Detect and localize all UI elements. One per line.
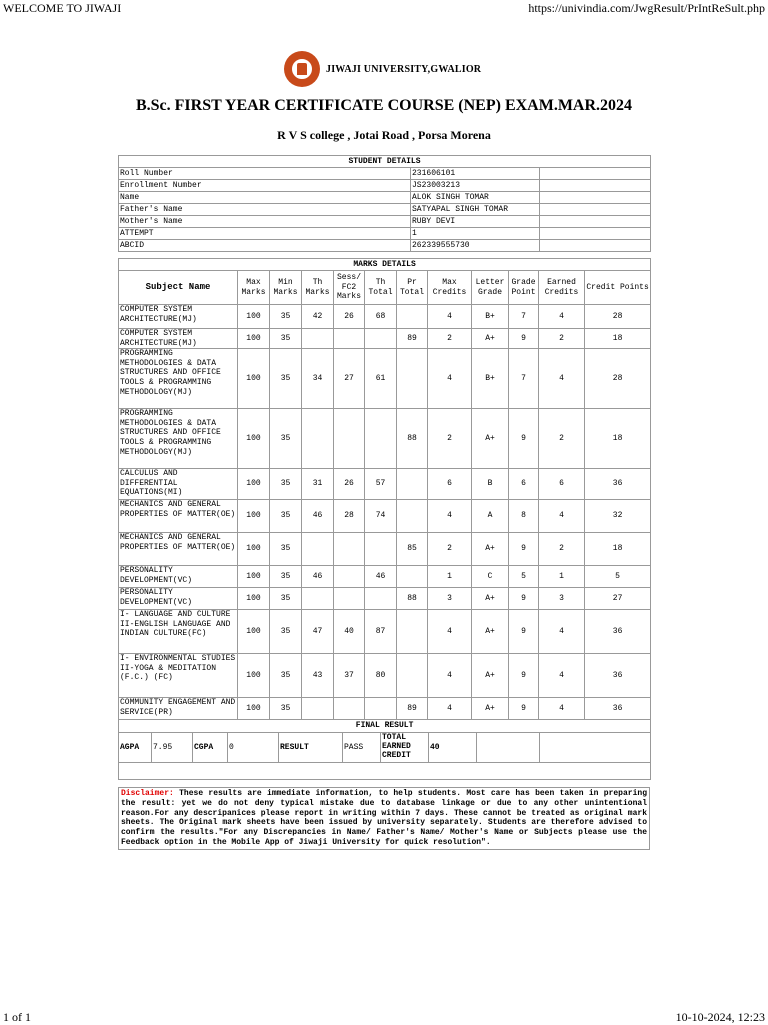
marks-cell: A+ bbox=[472, 329, 509, 349]
marks-cell: 2 bbox=[539, 409, 585, 469]
marks-column-header: Sess/ FC2 Marks bbox=[334, 271, 365, 305]
marks-cell: 31 bbox=[302, 469, 334, 500]
marks-row bbox=[119, 329, 651, 349]
marks-cell: 4 bbox=[428, 698, 472, 720]
subject-name: I- ENVIRONMENTAL STUDIES II-YOGA & MEDITATION (F.C.) (FC) bbox=[119, 654, 238, 698]
marks-column-header: Pr Total bbox=[397, 271, 428, 305]
marks-cell: 6 bbox=[509, 469, 539, 500]
browser-header-title: WELCOME TO JIWAJI bbox=[3, 1, 122, 15]
marks-cell: 100 bbox=[238, 566, 270, 588]
marks-cell: 100 bbox=[238, 329, 270, 349]
marks-cell: 46 bbox=[302, 500, 334, 533]
university-logo-icon bbox=[284, 51, 320, 87]
marks-row bbox=[119, 566, 651, 588]
marks-row bbox=[119, 588, 651, 610]
student-detail-blank bbox=[540, 228, 651, 240]
marks-cell: 35 bbox=[270, 698, 302, 720]
marks-cell: 100 bbox=[238, 610, 270, 654]
marks-cell bbox=[397, 500, 428, 533]
marks-cell: 36 bbox=[585, 698, 651, 720]
marks-cell: 35 bbox=[270, 349, 302, 409]
cgpa-label: CGPA bbox=[193, 733, 228, 763]
browser-header-url: https://univindia.com/JwgResult/PrIntReSult.php bbox=[528, 1, 765, 15]
student-detail-blank bbox=[540, 192, 651, 204]
marks-cell bbox=[397, 566, 428, 588]
marks-row bbox=[119, 469, 651, 500]
marks-column-header: Earned Credits bbox=[539, 271, 585, 305]
marks-cell: 34 bbox=[302, 349, 334, 409]
marks-cell: 100 bbox=[238, 533, 270, 566]
total-earned-credit-value: 40 bbox=[429, 733, 477, 763]
marks-cell: 9 bbox=[509, 329, 539, 349]
marks-row bbox=[119, 500, 651, 533]
student-detail-label: Enrollment Number bbox=[119, 180, 411, 192]
marks-cell: 28 bbox=[585, 305, 651, 329]
marks-cell: 18 bbox=[585, 409, 651, 469]
student-detail-label: ATTEMPT bbox=[119, 228, 411, 240]
marks-cell: 35 bbox=[270, 654, 302, 698]
marks-cell: 5 bbox=[509, 566, 539, 588]
subject-name: I- LANGUAGE AND CULTURE II-ENGLISH LANGUAGE AND INDIAN CULTURE(FC) bbox=[119, 610, 238, 654]
subject-name: MECHANICS AND GENERAL PROPERTIES OF MATTER(OE) bbox=[119, 533, 238, 566]
exam-title: B.Sc. FIRST YEAR CERTIFICATE COURSE (NEP) EXAM.MAR.2024 bbox=[135, 97, 633, 114]
final-spacer bbox=[119, 763, 651, 780]
marks-cell: 4 bbox=[428, 654, 472, 698]
marks-cell bbox=[365, 329, 397, 349]
student-detail-label: Name bbox=[119, 192, 411, 204]
subject-name: COMPUTER SYSTEM ARCHITECTURE(MJ) bbox=[119, 305, 238, 329]
student-detail-label: Father's Name bbox=[119, 204, 411, 216]
marks-cell: B+ bbox=[472, 349, 509, 409]
student-detail-blank bbox=[540, 216, 651, 228]
final-result-table bbox=[118, 719, 651, 780]
marks-cell: 26 bbox=[334, 469, 365, 500]
marks-cell: 35 bbox=[270, 469, 302, 500]
marks-row bbox=[119, 533, 651, 566]
marks-cell: 9 bbox=[509, 698, 539, 720]
marks-cell: 88 bbox=[397, 409, 428, 469]
marks-cell bbox=[397, 469, 428, 500]
student-detail-blank bbox=[540, 180, 651, 192]
subject-name: MECHANICS AND GENERAL PROPERTIES OF MATTER(OE) bbox=[119, 500, 238, 533]
subject-name: COMMUNITY ENGAGEMENT AND SERVICE(PR) bbox=[119, 698, 238, 720]
marks-cell: 100 bbox=[238, 305, 270, 329]
marks-cell: 27 bbox=[585, 588, 651, 610]
marks-cell: 87 bbox=[365, 610, 397, 654]
marks-cell: 2 bbox=[539, 533, 585, 566]
marks-cell: A+ bbox=[472, 698, 509, 720]
marks-cell bbox=[365, 409, 397, 469]
marks-cell bbox=[302, 533, 334, 566]
marks-cell: 35 bbox=[270, 409, 302, 469]
disclaimer-label: Disclaimer: bbox=[121, 789, 174, 798]
marks-cell: 28 bbox=[585, 349, 651, 409]
marks-cell: 32 bbox=[585, 500, 651, 533]
student-detail-value: 231606101 bbox=[411, 168, 540, 180]
student-detail-value: SATYAPAL SINGH TOMAR bbox=[411, 204, 540, 216]
marks-cell: 8 bbox=[509, 500, 539, 533]
marks-cell bbox=[334, 533, 365, 566]
marks-cell bbox=[365, 533, 397, 566]
student-detail-blank bbox=[540, 240, 651, 252]
marks-cell: 85 bbox=[397, 533, 428, 566]
marks-cell bbox=[334, 329, 365, 349]
marks-column-header: Grade Point bbox=[509, 271, 539, 305]
subject-name: PERSONALITY DEVELOPMENT(VC) bbox=[119, 588, 238, 610]
marks-cell: 9 bbox=[509, 588, 539, 610]
marks-cell bbox=[302, 409, 334, 469]
student-details-heading: STUDENT DETAILS bbox=[119, 156, 651, 168]
marks-cell: 100 bbox=[238, 409, 270, 469]
marks-cell bbox=[302, 588, 334, 610]
marks-column-header: Min Marks bbox=[270, 271, 302, 305]
marks-cell: 4 bbox=[428, 349, 472, 409]
marks-details-heading: MARKS DETAILS bbox=[119, 259, 651, 271]
marks-cell: C bbox=[472, 566, 509, 588]
marks-cell: A bbox=[472, 500, 509, 533]
agpa-value: 7.95 bbox=[152, 733, 193, 763]
student-detail-row bbox=[119, 240, 651, 252]
subject-name: PERSONALITY DEVELOPMENT(VC) bbox=[119, 566, 238, 588]
marks-cell: 4 bbox=[428, 610, 472, 654]
student-detail-label: Mother's Name bbox=[119, 216, 411, 228]
marks-cell bbox=[397, 349, 428, 409]
student-detail-value: RUBY DEVI bbox=[411, 216, 540, 228]
marks-cell: 100 bbox=[238, 588, 270, 610]
marks-cell: A+ bbox=[472, 533, 509, 566]
marks-cell bbox=[365, 698, 397, 720]
student-detail-label: Roll Number bbox=[119, 168, 411, 180]
marks-cell: 100 bbox=[238, 349, 270, 409]
final-result-heading: FINAL RESULT bbox=[119, 720, 651, 733]
marks-cell bbox=[397, 305, 428, 329]
marks-cell: 2 bbox=[539, 329, 585, 349]
marks-row bbox=[119, 610, 651, 654]
college-name: R V S college , Jotai Road , Porsa Morena bbox=[277, 128, 491, 142]
marks-cell: 88 bbox=[397, 588, 428, 610]
marks-cell: 4 bbox=[428, 500, 472, 533]
subject-name: PROGRAMMING METHODOLOGIES & DATA STRUCTURES AND OFFICE TOOLS & PROGRAMMING METHODOLOGY(MJ) bbox=[119, 409, 238, 469]
marks-cell: A+ bbox=[472, 588, 509, 610]
marks-cell: 1 bbox=[539, 566, 585, 588]
marks-cell: 89 bbox=[397, 698, 428, 720]
marks-cell: 18 bbox=[585, 533, 651, 566]
marks-cell: 9 bbox=[509, 654, 539, 698]
marks-cell: 3 bbox=[539, 588, 585, 610]
marks-cell: 4 bbox=[539, 349, 585, 409]
marks-cell: A+ bbox=[472, 610, 509, 654]
student-detail-value: ALOK SINGH TOMAR bbox=[411, 192, 540, 204]
marks-cell: 100 bbox=[238, 469, 270, 500]
marks-cell: 100 bbox=[238, 654, 270, 698]
student-details-table bbox=[118, 155, 651, 252]
marks-cell: 36 bbox=[585, 654, 651, 698]
marks-cell: 7 bbox=[509, 305, 539, 329]
final-blank-cell bbox=[477, 733, 540, 763]
marks-cell: 2 bbox=[428, 409, 472, 469]
marks-cell: B bbox=[472, 469, 509, 500]
marks-cell: 35 bbox=[270, 500, 302, 533]
marks-column-header: Max Credits bbox=[428, 271, 472, 305]
marks-cell: A+ bbox=[472, 654, 509, 698]
result-label: RESULT bbox=[279, 733, 343, 763]
page-count: 1 of 1 bbox=[3, 1010, 31, 1024]
marks-cell: 35 bbox=[270, 610, 302, 654]
marks-cell: 36 bbox=[585, 469, 651, 500]
result-value: PASS bbox=[343, 733, 381, 763]
marks-cell: 6 bbox=[539, 469, 585, 500]
marks-cell bbox=[302, 329, 334, 349]
marks-cell: 36 bbox=[585, 610, 651, 654]
student-detail-label: ABCID bbox=[119, 240, 411, 252]
marks-cell: 2 bbox=[428, 329, 472, 349]
marks-cell: 4 bbox=[539, 698, 585, 720]
marks-column-header: Letter Grade bbox=[472, 271, 509, 305]
total-earned-credit-label: TOTAL EARNED CREDIT bbox=[381, 733, 429, 763]
marks-cell: 43 bbox=[302, 654, 334, 698]
marks-cell: 5 bbox=[585, 566, 651, 588]
final-blank-cell bbox=[540, 733, 651, 763]
marks-cell: 35 bbox=[270, 305, 302, 329]
student-detail-row bbox=[119, 228, 651, 240]
marks-cell: A+ bbox=[472, 409, 509, 469]
marks-cell bbox=[302, 698, 334, 720]
marks-cell: 35 bbox=[270, 566, 302, 588]
student-detail-row bbox=[119, 216, 651, 228]
marks-cell: 4 bbox=[539, 305, 585, 329]
marks-column-header: Th Total bbox=[365, 271, 397, 305]
marks-cell: 80 bbox=[365, 654, 397, 698]
student-detail-blank bbox=[540, 168, 651, 180]
marks-cell: 1 bbox=[428, 566, 472, 588]
marks-cell: 89 bbox=[397, 329, 428, 349]
student-detail-row bbox=[119, 168, 651, 180]
marks-cell bbox=[365, 588, 397, 610]
marks-cell: 4 bbox=[539, 500, 585, 533]
cgpa-value: 0 bbox=[228, 733, 279, 763]
marks-details-table bbox=[118, 258, 651, 720]
marks-cell: 61 bbox=[365, 349, 397, 409]
marks-cell bbox=[397, 610, 428, 654]
agpa-label: AGPA bbox=[119, 733, 152, 763]
student-detail-value: 262339555730 bbox=[411, 240, 540, 252]
marks-column-header: Subject Name bbox=[119, 271, 238, 305]
print-timestamp: 10-10-2024, 12:23 bbox=[675, 1010, 765, 1024]
marks-column-header: Th Marks bbox=[302, 271, 334, 305]
marks-cell: 46 bbox=[365, 566, 397, 588]
marks-cell: 4 bbox=[428, 305, 472, 329]
marks-cell: 47 bbox=[302, 610, 334, 654]
marks-cell: 26 bbox=[334, 305, 365, 329]
marks-row bbox=[119, 305, 651, 329]
marks-cell: 68 bbox=[365, 305, 397, 329]
marks-cell: 2 bbox=[428, 533, 472, 566]
marks-cell: 7 bbox=[509, 349, 539, 409]
university-brand bbox=[284, 51, 481, 87]
student-detail-value: JS23003213 bbox=[411, 180, 540, 192]
marks-cell: 100 bbox=[238, 698, 270, 720]
subject-name: CALCULUS AND DIFFERENTIAL EQUATIONS(MI) bbox=[119, 469, 238, 500]
marks-cell: 46 bbox=[302, 566, 334, 588]
marks-cell: 100 bbox=[238, 500, 270, 533]
marks-cell: 9 bbox=[509, 409, 539, 469]
marks-cell: 74 bbox=[365, 500, 397, 533]
marks-cell: 9 bbox=[509, 533, 539, 566]
subject-name: PROGRAMMING METHODOLOGIES & DATA STRUCTURES AND OFFICE TOOLS & PROGRAMMING METHODOLOGY(MJ) bbox=[119, 349, 238, 409]
disclaimer bbox=[118, 787, 650, 850]
marks-cell: B+ bbox=[472, 305, 509, 329]
marks-cell: 35 bbox=[270, 588, 302, 610]
marks-cell: 4 bbox=[539, 610, 585, 654]
marks-cell: 18 bbox=[585, 329, 651, 349]
marks-cell bbox=[397, 654, 428, 698]
marks-cell: 27 bbox=[334, 349, 365, 409]
marks-cell: 35 bbox=[270, 533, 302, 566]
marks-column-header: Credit Points bbox=[585, 271, 651, 305]
marks-row bbox=[119, 698, 651, 720]
university-name: JIWAJI UNIVERSITY,GWALIOR bbox=[326, 63, 482, 75]
student-detail-row bbox=[119, 180, 651, 192]
disclaimer-text: These results are immediate information, to help students. Most care has been taken in preparing the result: yet we do not deny typical mistake due to database linkage or due to any other unintentional reason.For any descripanices please report in writing within 7 days. These cannot be treated as original mark sheets. The Original mark sheets have been issued by university separately. Students are therefore advised to confirm the results."For any Discrepancies in Name/ Father's Name/ Mother's Name or Subjects please use the Feedback option in the Mobile App of Jiwaji University for quick resolution". bbox=[121, 789, 647, 847]
marks-cell: 6 bbox=[428, 469, 472, 500]
marks-cell: 57 bbox=[365, 469, 397, 500]
marks-cell: 42 bbox=[302, 305, 334, 329]
marks-column-header: Max Marks bbox=[238, 271, 270, 305]
marks-cell bbox=[334, 588, 365, 610]
student-detail-row bbox=[119, 204, 651, 216]
marks-cell: 4 bbox=[539, 654, 585, 698]
marks-cell: 40 bbox=[334, 610, 365, 654]
student-detail-value: 1 bbox=[411, 228, 540, 240]
marks-cell: 28 bbox=[334, 500, 365, 533]
student-detail-row bbox=[119, 192, 651, 204]
marks-cell: 35 bbox=[270, 329, 302, 349]
subject-name: COMPUTER SYSTEM ARCHITECTURE(MJ) bbox=[119, 329, 238, 349]
marks-row bbox=[119, 654, 651, 698]
marks-cell: 37 bbox=[334, 654, 365, 698]
student-detail-blank bbox=[540, 204, 651, 216]
marks-row bbox=[119, 409, 651, 469]
marks-cell: 9 bbox=[509, 610, 539, 654]
marks-cell bbox=[334, 698, 365, 720]
marks-cell bbox=[334, 409, 365, 469]
marks-row bbox=[119, 349, 651, 409]
marks-cell bbox=[334, 566, 365, 588]
marks-cell: 3 bbox=[428, 588, 472, 610]
